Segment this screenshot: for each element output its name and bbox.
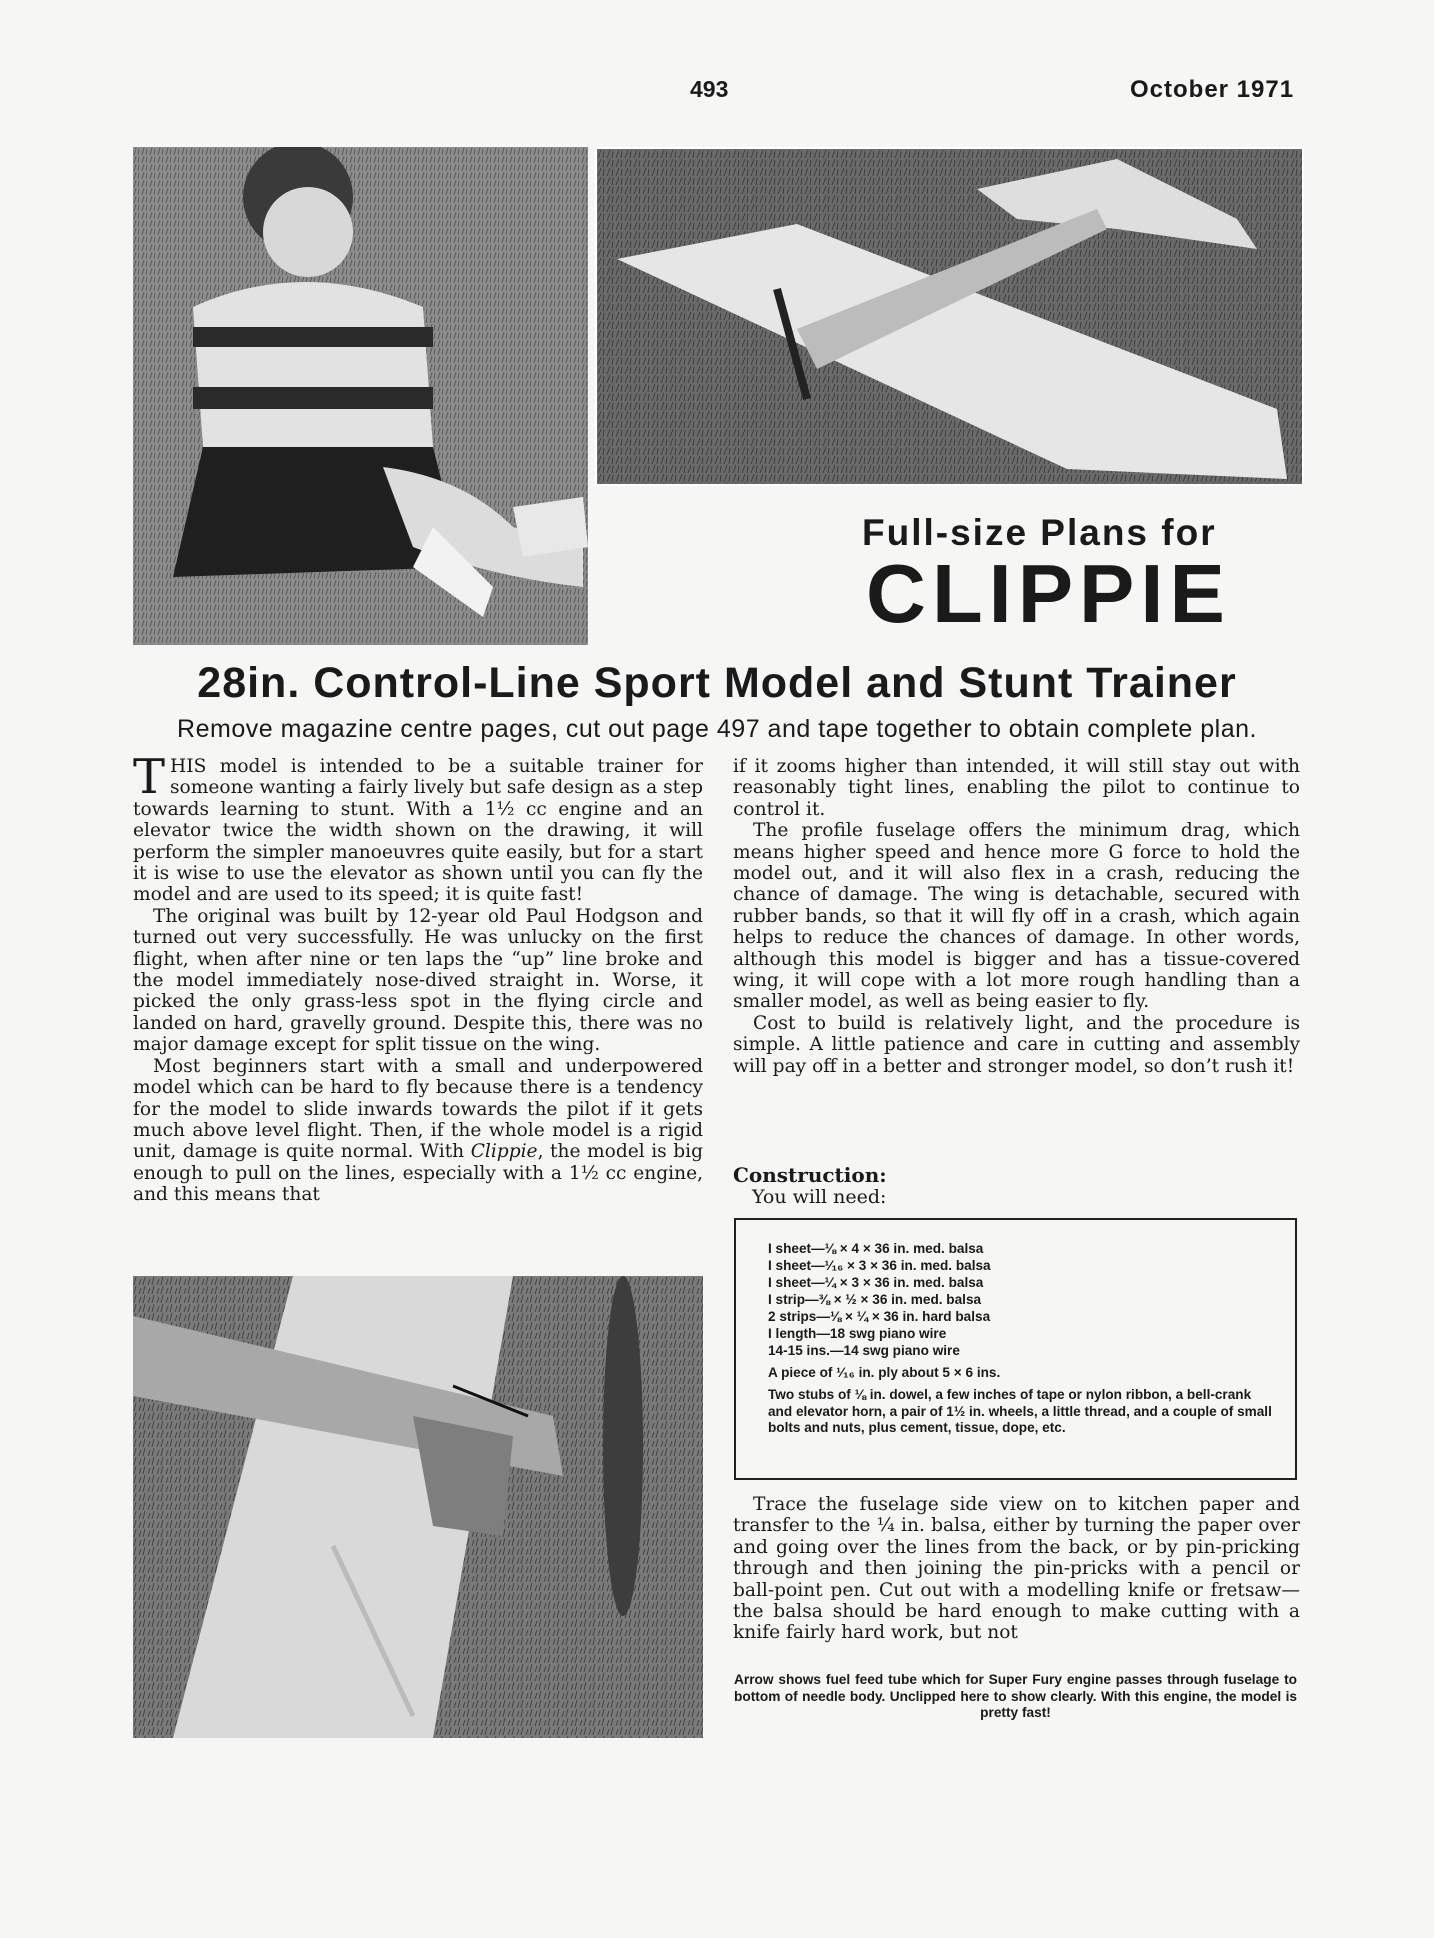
photo-model-on-grass — [595, 147, 1304, 486]
page-number: 493 — [690, 76, 729, 102]
materials-box — [734, 1218, 1297, 1480]
article-paragraph: Cost to build is relatively light, and the procedure is simple. A little patience and care in cutting and assembly will pay off in a better and stronger model, so don’t rush it! — [733, 1012, 1300, 1077]
right-column-bottom — [733, 1494, 1300, 1644]
material-item: I sheet—⅛ × 4 × 36 in. med. balsa — [768, 1241, 984, 1256]
headline: 28in. Control-Line Sport Model and Stunt Trainer — [197, 659, 1237, 707]
kicker-text: Full-size Plans for — [862, 512, 1217, 553]
material-item: 2 strips—⅛ × ¼ × 36 in. hard balsa — [768, 1309, 991, 1324]
article-paragraph: Most beginners start with a small and underpowered model which can be hard to fly because there is a tendency for the model to slide inwards towards the pilot if it gets much above level flight. Then, if the whole model is a rigid unit, damage is quite normal. With Clippie, the model is big enough to pull on the lines, especially with a 1½ cc engine, and this means that — [133, 1055, 703, 1206]
material-item: I sheet—¼ × 3 × 36 in. med. balsa — [768, 1275, 984, 1290]
subheadline: Remove magazine centre pages, cut out page 497 and tape together to obtain complete plan. — [177, 715, 1257, 743]
issue-date: October 1971 — [1130, 76, 1295, 103]
article-paragraph: if it zooms higher than intended, it will still stay out with reasonably tight lines, enabling the pilot to continue to control it. — [733, 756, 1300, 820]
construction-heading: Construction: — [733, 1163, 887, 1187]
construction-subheading: You will need: — [752, 1186, 887, 1208]
article-paragraph: Trace the fuselage side view on to kitchen paper and transfer to the ¼ in. balsa, either by turning the paper over and going over the lines from the back, or by pin-pricking through and then joining the pin-pricks with a pencil or ball-point pen. Cut out with a modelling knife or fretsaw—the balsa should be hard enough to make cutting with a knife fairly hard work, but not — [733, 1494, 1300, 1644]
material-item: I strip—⅜ × ½ × 36 in. med. balsa — [768, 1292, 982, 1307]
photo-engine-closeup — [133, 1276, 703, 1738]
left-column — [133, 749, 703, 1206]
photo-boy-with-model — [133, 147, 588, 645]
drop-cap: T — [133, 749, 166, 805]
article-paragraph: The original was built by 12-year old Paul Hodgson and turned out very successfully. He was unlucky on the first flight, when after nine or ten laps the “up” line broke and the model immediately nose-dived straight in. Worse, it picked the only grass-less spot in the flying circle and landed on hard, gravelly ground. Despite this, there was no major damage except for split tissue on the wing. — [133, 905, 703, 1056]
material-item: I sheet—¹⁄₁₆ × 3 × 36 in. med. balsa — [768, 1258, 991, 1273]
material-item: 14-15 ins.—14 swg piano wire — [768, 1343, 960, 1358]
article-paragraph: The profile fuselage offers the minimum drag, which means higher speed and hence more G force to hold the model out, and it will also flex in a crash, reducing the chance of damage. The wing is detachable, secured with rubber bands, so that it will fly off in a crash, which again helps to reduce the chances of damage. In other words, although this model is bigger and has a tissue-covered wing, it will cope with a lot more rough handling than a smaller model, as well as being easier to fly. — [733, 820, 1300, 1013]
material-sundries: Two stubs of ⅛ in. dowel, a few inches of tape or nylon ribbon, a bell-crank and elevator horn, a pair of 1½ in. wheels, a little thread, and a couple of small bolts and nuts, plus cement, tissue, dope, etc. — [768, 1387, 1272, 1435]
photo-caption: Arrow shows fuel feed tube which for Super Fury engine passes through fuselage to bottom of needle body. Unclipped here to show clearly. With this engine, the model is pretty fast! — [734, 1672, 1297, 1720]
material-item: I length—18 swg piano wire — [768, 1326, 947, 1341]
model-name: CLIPPIE — [866, 547, 1231, 640]
right-column-top — [733, 756, 1300, 1077]
material-plywood: A piece of ¹⁄₁₆ in. ply about 5 × 6 ins. — [768, 1365, 1001, 1380]
article-paragraph: THIS model is intended to be a suitable trainer for someone wanting a fairly lively but safe design as a step towards learning to stunt. With a 1½ cc engine and an elevator twice the width shown on the drawing, it will perform the simpler manoeuvres quite easily, but for a start it is wise to use the elevator as shown until you can fly the model and are used to its speed; it is quite fast! — [133, 749, 703, 906]
